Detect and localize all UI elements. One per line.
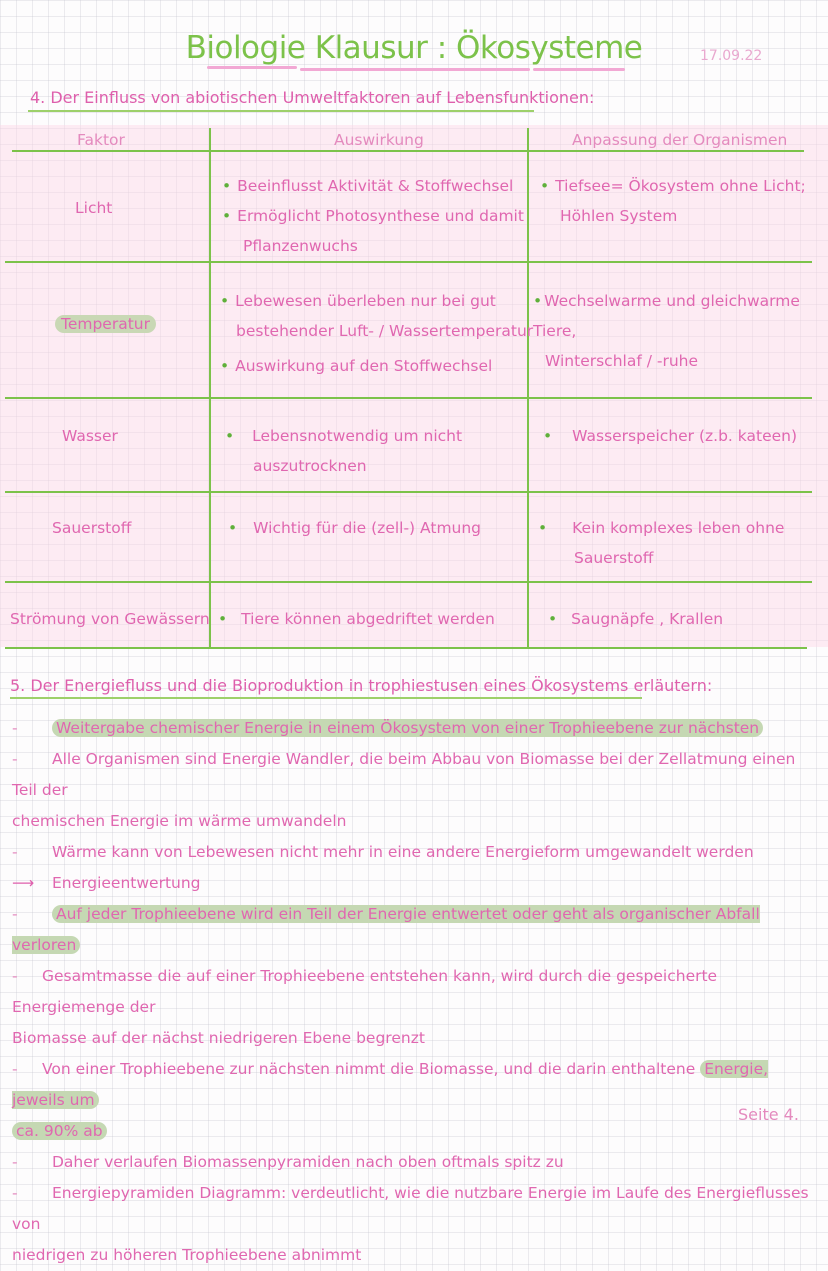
text-line: Wärme kann von Lebewesen nicht mehr in eine andere Energieform umgewandelt werden — [52, 843, 754, 861]
effect-line: Auswirkung auf den Stoffwechsel — [235, 357, 493, 375]
adapt-line: Saugnäpfe , Krallen — [571, 610, 724, 628]
adapt-line: Sauerstoff — [574, 549, 654, 567]
adapt-cell: • Wasserspeicher (z.b. kateen) — [543, 427, 798, 445]
dash: - — [12, 1153, 18, 1171]
adapt-cell: • Kein komplexes leben ohne Sauerstoff — [538, 513, 784, 573]
table-rule — [209, 128, 211, 648]
highlighted-text: Auf jeder Trophieebene wird ein Teil der Energie entwertet oder geht als organischer Abfall verloren — [12, 905, 760, 954]
table-rule — [527, 128, 529, 648]
adapt-line: Höhlen System — [560, 207, 678, 225]
effect-line: Beeinflusst Aktivität & Stoffwechsel — [237, 177, 514, 195]
factor-sauerstoff: Sauerstoff — [52, 519, 132, 537]
adapt-cell: • Tiefsee= Ökosystem ohne Licht; Höhlen System — [540, 171, 806, 231]
effect-cell: • Tiere können abgedriftet werden — [218, 610, 495, 628]
effect-line: bestehender Luft- / Wassertemperatur — [236, 322, 534, 340]
effect-cell: • Wichtig für die (zell-) Atmung — [228, 519, 482, 537]
list-item — [12, 1178, 812, 1240]
text-line: chemischen Energie im wärme umwandeln — [12, 812, 347, 830]
text-line: Energieentwertung — [52, 874, 201, 892]
section-5-underline — [10, 697, 642, 699]
effect-line: Wichtig für die (zell-) Atmung — [253, 519, 482, 537]
factor-temperatur — [55, 309, 156, 339]
effect-line: auszutrocknen — [253, 457, 367, 475]
date: 17.09.22 — [700, 48, 763, 64]
adapt-line: Kein komplexes leben ohne — [572, 519, 785, 537]
table-rule — [5, 581, 812, 583]
factor-wasser: Wasser — [62, 427, 118, 445]
page-title: Biologie Klausur : Ökosysteme — [185, 30, 643, 66]
table-rule — [5, 647, 807, 649]
dash: - — [12, 843, 18, 861]
table-rule — [5, 491, 812, 493]
list-item — [12, 899, 812, 961]
effect-line: Lebewesen überleben nur bei gut — [235, 292, 496, 310]
list-item — [12, 713, 812, 744]
title-underline-3 — [533, 68, 625, 71]
table-rule — [5, 261, 812, 263]
list-item — [12, 961, 812, 1023]
page-number: Seite 4. — [738, 1105, 799, 1124]
dash: - — [12, 905, 18, 923]
effect-line: Tiere können abgedriftet werden — [241, 610, 495, 628]
list-item — [12, 1147, 812, 1178]
adapt-cell: • Saugnäpfe , Krallen — [548, 610, 724, 628]
text-line: niedrigen zu höheren Trophieebene abnimmt — [12, 1246, 362, 1264]
effect-cell: • Lebewesen überleben nur bei gut bestehender Luft- / Wassertemperatur • Auswirkung auf den Stoffwechsel — [220, 292, 534, 375]
highlighted-text: ca. 90% ab — [12, 1122, 107, 1140]
factor-stroemung: Strömung von Gewässern — [10, 610, 210, 628]
list-item — [12, 1054, 812, 1116]
factor-temperatur-text: Temperatur — [55, 315, 156, 333]
list-item — [12, 744, 812, 806]
adapt-line: Wechselwarme und gleichwarme Tiere, — [533, 292, 800, 340]
list-item — [12, 837, 812, 868]
highlighted-text: Energie, jeweils um — [12, 1060, 769, 1109]
header-faktor: Faktor — [77, 131, 125, 149]
text-line: Gesamtmasse die auf einer Trophieebene entstehen kann, wird durch die gespeicherte Energiemenge der — [12, 967, 718, 1016]
adapt-cell: • Wechselwarme und gleichwarme Tiere, Winterschlaf / -ruhe — [533, 286, 828, 376]
section-4-heading: 4. Der Einfluss von abiotischen Umweltfaktoren auf Lebensfunktionen: — [30, 88, 595, 107]
dash: - — [12, 1060, 18, 1078]
adapt-line: Wasserspeicher (z.b. kateen) — [572, 427, 798, 445]
effect-cell: • Lebensnotwendig um nicht auszutrocknen — [225, 421, 462, 481]
text-line: Von einer Trophieebene zur nächsten nimmt die Biomasse, und die darin enthaltene — [42, 1060, 696, 1078]
header-auswirkung: Auswirkung — [334, 131, 424, 149]
factor-licht: Licht — [75, 199, 113, 217]
arrow-icon: ⟶ — [12, 874, 35, 892]
effect-cell: • Beeinflusst Aktivität & Stoffwechsel • Ermöglicht Photosynthese und damit Pflanzenwuchs — [222, 171, 524, 261]
dash: - — [12, 967, 18, 985]
effect-line: Lebensnotwendig um nicht — [252, 427, 463, 445]
title-underline-1 — [207, 66, 297, 69]
section-5-heading: 5. Der Energiefluss und die Bioproduktion in trophiestusen eines Ökosystems erläutern: — [10, 676, 713, 695]
effect-line: Pflanzenwuchs — [243, 237, 358, 255]
title-underline-2 — [300, 68, 530, 71]
section-5-body — [12, 713, 812, 1271]
adapt-line: Winterschlaf / -ruhe — [545, 352, 699, 370]
list-item — [12, 868, 812, 899]
effect-line: Ermöglicht Photosynthese und damit — [237, 207, 524, 225]
dash: - — [12, 750, 18, 768]
header-anpassung: Anpassung der Organismen — [572, 131, 788, 149]
dash: - — [12, 719, 18, 737]
adapt-line: Tiefsee= Ökosystem ohne Licht; — [555, 177, 806, 195]
section-4-underline — [28, 110, 534, 112]
highlighted-text: Weitergabe chemischer Energie in einem Ökosystem von einer Trophieebene zur nächsten — [52, 719, 763, 737]
text-line: Alle Organismen sind Energie Wandler, die beim Abbau von Biomasse bei der Zellatmung einen Teil der — [12, 750, 796, 799]
text-line: Biomasse auf der nächst niedrigeren Ebene begrenzt — [12, 1029, 425, 1047]
dash: - — [12, 1184, 18, 1202]
text-line: Energiepyramiden Diagramm: verdeutlicht, wie die nutzbare Energie im Laufe des Energieflusses von — [12, 1184, 809, 1233]
table-rule — [5, 397, 812, 399]
text-line: Daher verlaufen Biomassenpyramiden nach oben oftmals spitz zu — [52, 1153, 564, 1171]
table-rule — [12, 150, 804, 152]
